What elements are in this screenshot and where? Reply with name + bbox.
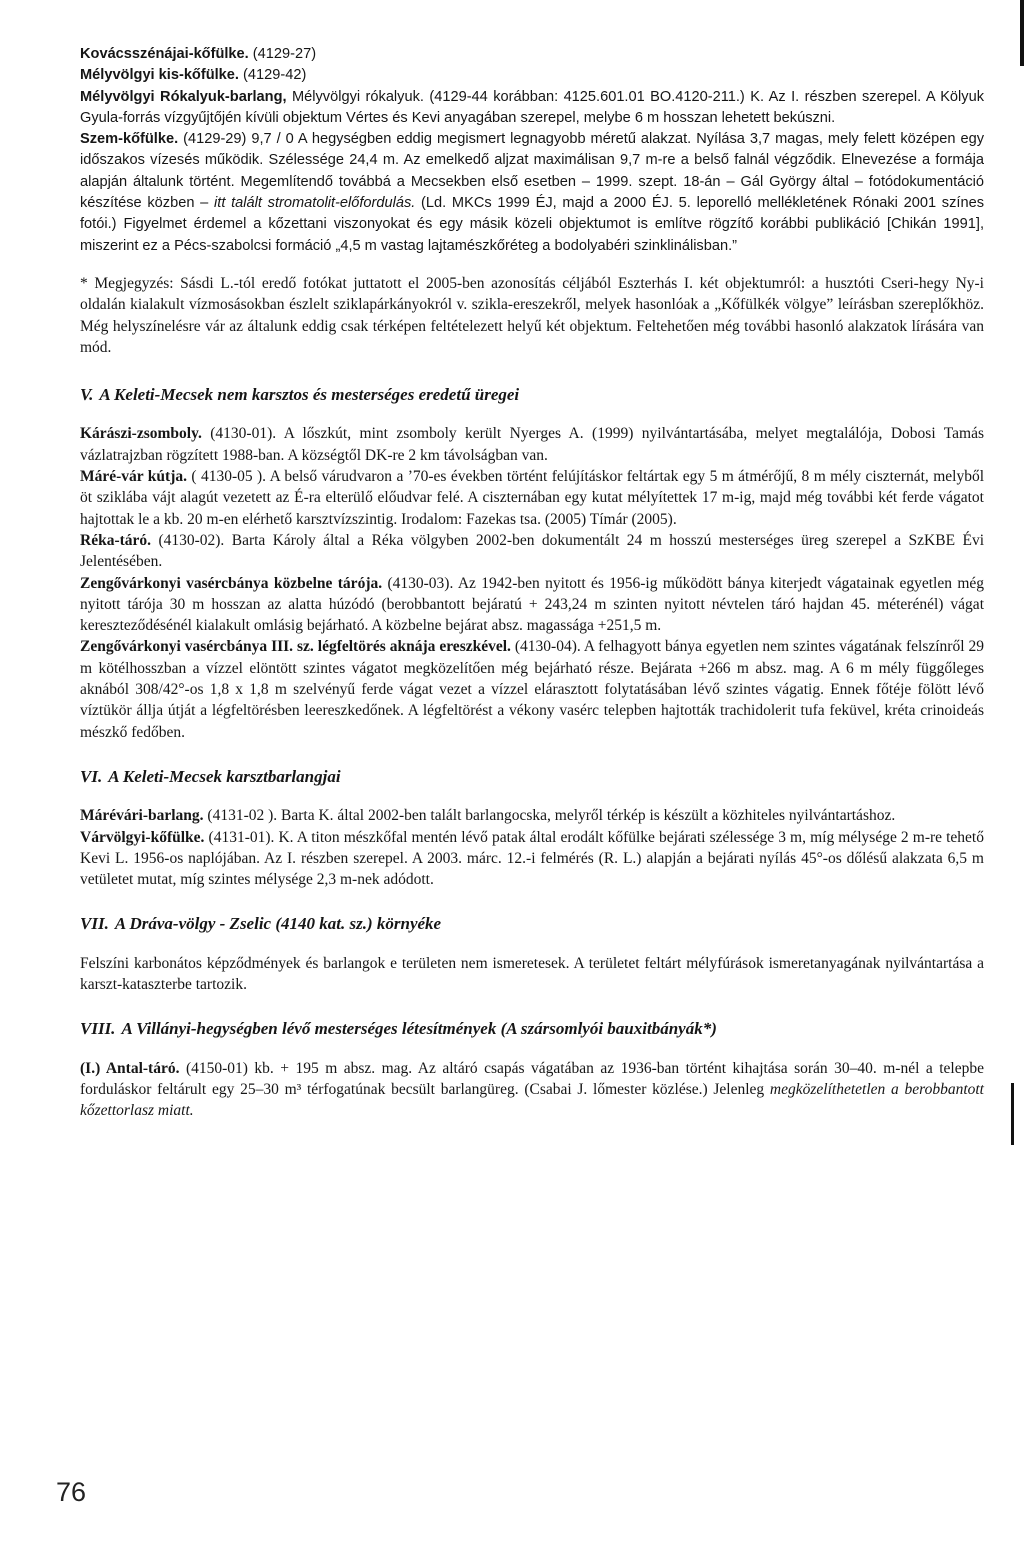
footnote-paragraph: * Megjegyzés: Sásdi L.-tól eredő fotókat juttatott el 2005-ben azonosítás céljából Eszterhás I. két objektumról: a husztóti Cseri-hegy Ny-i oldalán kialakult vízmosásokban észlelt sziklapárkányokról v. szikla-ereszekről, melyek hasonlóak a „Kőfülkék völgye” leírásban szereplőkhöz. Még helyszínelésre vár az általunk eddig csak térképen feltételezett helyű két objektum. Feltehetően még további hasonló alakzatok lírására van mód. — [80, 274, 984, 356]
entry-text: (4130-02). Barta Károly által a Réka völgyben 2002-ben dokumentált 24 m hosszú mesterséges üreg szerepel a SzKBE Évi Jelentésében. — [80, 531, 984, 571]
entry-name: Zengővárkonyi vasércbánya közbelne tárója. — [80, 574, 383, 592]
entry-italic-text: itt talált stromatolit-előfordulás. — [208, 195, 416, 212]
section-title: A Keleti-Mecsek nem karsztos és mesterséges eredetű üregei — [99, 385, 520, 405]
entry-name: Márévári-barlang. — [80, 807, 204, 825]
entry-text: Mélyvölgyi rókalyuk. (4129-44 korábban: 4125.601.01 BO.4120-211.) K. Az I. részben szerepel. A Kölyuk Gyula-forrás vízgyűjtőjén kívüli objektum Vértes és Kevi anyagában szerepel, melybe 6 m hosszan lehetett bekúszni. — [80, 88, 984, 126]
page-content — [80, 44, 984, 1121]
margin-marker-bar — [1011, 1083, 1014, 1145]
section-heading — [80, 384, 984, 405]
entry-name: Kárászi-zsomboly. — [80, 425, 202, 443]
page-edge-line — [1020, 0, 1024, 66]
entry-name: Réka-táró. — [80, 531, 152, 549]
entry-name: Mélyvölgyi kis-kőfülke. — [80, 67, 239, 84]
entry-paragraph — [80, 87, 984, 130]
section-heading — [80, 766, 984, 787]
entry-paragraph — [80, 129, 984, 257]
entry-name: Zengővárkonyi vasércbánya III. sz. légfeltörés aknája ereszkével. — [80, 638, 511, 656]
entry-name: Mélyvölgyi Rókalyuk-barlang, — [80, 88, 287, 105]
entry-name: Máré-vár kútja. — [80, 468, 187, 486]
entry-paragraph — [80, 953, 984, 996]
section-number: V. — [80, 385, 94, 405]
entry-paragraph — [80, 573, 984, 637]
entry-paragraph — [80, 805, 984, 826]
entry-name: Kovácsszénájai-kőfülke. — [80, 46, 249, 62]
section-number: VIII. — [80, 1019, 116, 1039]
entry-text: (4129-29) 9,7 / 0 A hegységben eddig megismert legnagyobb méretű alakzat. Nyílása 3,7 magas, mely felett középen egy időszakos vízesés működik. Szélessége 24,4 m. Az emelkedő aljzat maximálisan 9,7 m-re a belső falnál végződik. Elnevezése a formája alapján általunk történt. Megemlítendő továbbá a Mecsekben első esetben – 1999. szept. 18-án – Gál György által – fotódokumentáció készítése közben – — [80, 131, 984, 212]
section-heading — [80, 1018, 984, 1039]
section-title: A Dráva-völgy - Zselic (4140 kat. sz.) környéke — [114, 914, 442, 934]
section-number: VI. — [80, 766, 103, 786]
entry-text: (4130-04). A felhagyott bánya egyetlen nem szintes vágatának felszínről 29 m kötélhosszban a vízzel elöntött szintes vágatot megközelítően még bejárható része. Bejárata +266 m absz. mag. A 6 m mély függőleges aknából 308/42°-os 1,8 x 1,8 m szelvényű ferde vágat vezet a vízzel elárasztott folytatásában lévő szintes vágatig. Ennek főtéje fölött lévő víztükör állja útját a légfeltörésben leereszkedőnek. A légfeltörést a vékony vasérc telepben hajtották trachidolerit tufa feküvel, kréta crinoideás mészkő fedőben. — [80, 638, 984, 741]
entry-text: (4129-42) — [238, 67, 307, 84]
section-title: A Keleti-Mecsek karsztbarlangjai — [108, 766, 341, 786]
page-number: 76 — [56, 1477, 87, 1507]
entry-paragraph — [80, 1058, 984, 1122]
entry-italic-text: megközelíthetetlen a berobbantott kőzettorlasz miatt. — [80, 1080, 984, 1120]
entry-paragraph — [80, 827, 984, 891]
entry-text: (4150-01) kb. + 195 m absz. mag. Az altáró csapás vágatában az 1936-ban történt kihajtása során 30–40. m-nél a telepbe forduláskor feltárult egy 25–30 m³ térfogatúnak becsült barlangüreg. (Csabai J. lőmester közlése.) Jelenleg — [80, 1059, 984, 1098]
entry-text: (4130-01). A lőszkút, mint zsomboly került Nyerges A. (1999) nyilvántartásába, melyet megtalálója, Dobosi Tamás vázlatrajzban rögzített 1988-ban. A községtől DK-re 2 km távolságban van. — [80, 425, 984, 464]
entry-text: (4130-03). Az 1942-ben nyitott és 1956-ig működött bánya kiterjedt vágatainak egyetlen még nyitott tárója 30 m hosszan az alatta húzódó (berobbantott bejáratú + 243,24 m szinten nyitott névtelen táró hajdan 45. méterénél) vágat kereszteződésénél kialakult omlásig bejárható. A közbelne bejárat absz. magassága +251,5 m. — [80, 574, 985, 635]
entry-text: ( 4130-05 ). A belső várudvaron a ’70-es években történt felújításkor feltártak egy 5 m átmérőjű, 8 m mély ciszternát, melyből öt sziklába vájt alagút vezetett az É-ra elterülő előudvar felé. A ciszternában egy kutat mélyítettek 17 m-ig, majd még további két ferde vágatot hajtottak le a kb. 20 m-en elérhető karsztvízszintig. Irodalom: Fazekas tsa. (2005) Tímár (2005). — [80, 468, 984, 528]
entry-paragraph — [80, 530, 984, 573]
entry-paragraph — [80, 466, 984, 530]
entry-paragraph — [80, 65, 984, 86]
section-number: VII. — [80, 914, 109, 934]
section-title: A Villányi-hegységben lévő mesterséges létesítmények (A szársomlyói bauxitbányák*) — [121, 1019, 717, 1039]
entry-text: (4131-02 ). Barta K. által 2002-ben talált barlangocska, melyről térkép is készült a közhiteles nyilvántartáshoz. — [203, 807, 896, 825]
entry-paragraph — [80, 423, 984, 466]
entry-text: Felszíni karbonátos képződmények és barlangok e területen nem ismeretesek. A területet feltárt mélyfúrások ismeretanyagának nyilvántartása a karszt-kataszterbe tartozik. — [80, 954, 984, 993]
entry-paragraph — [80, 44, 984, 65]
entry-name: Várvölgyi-kőfülke. — [80, 828, 205, 846]
entry-name: (I.) Antal-táró. — [80, 1059, 180, 1077]
entry-text-continued: (Ld. MKCs 1999 ÉJ, majd a 2000 ÉJ. 5. leporelló mellékletének Rónaki 2001 színes fotói.) Figyelmet érdemel a kőzettani viszonyokat és egy másik közeli objektumot is említve rögzítő korábbi publikáció [Chikán 1991], miszerint ez a Pécs-szabolcsi formáció „4,5 m vastag lajtamészkőréteg a bodolyabéri szinklinálisban.” — [80, 195, 984, 254]
entry-text: (4129-27) — [248, 46, 317, 62]
entry-text: (4131-01). K. A titon mészkőfal mentén lévő patak által erodált kőfülke bejárati szélessége 3 m, míg mélysége 2 m-re tehető Kevi L. 1956-os naplójában. Az I. részben szerepel. A 2003. márc. 12.-i felmérés (R. L.) alapján a bejárati nyílás 45°-os dőlésű alakzata 6,5 m vetületet mutat, míg szintes mélysége 2,3 m-nek adódott. — [80, 828, 984, 889]
section-heading — [80, 913, 984, 934]
entry-paragraph — [80, 636, 984, 742]
entry-name: Szem-kőfülke. — [80, 131, 179, 148]
